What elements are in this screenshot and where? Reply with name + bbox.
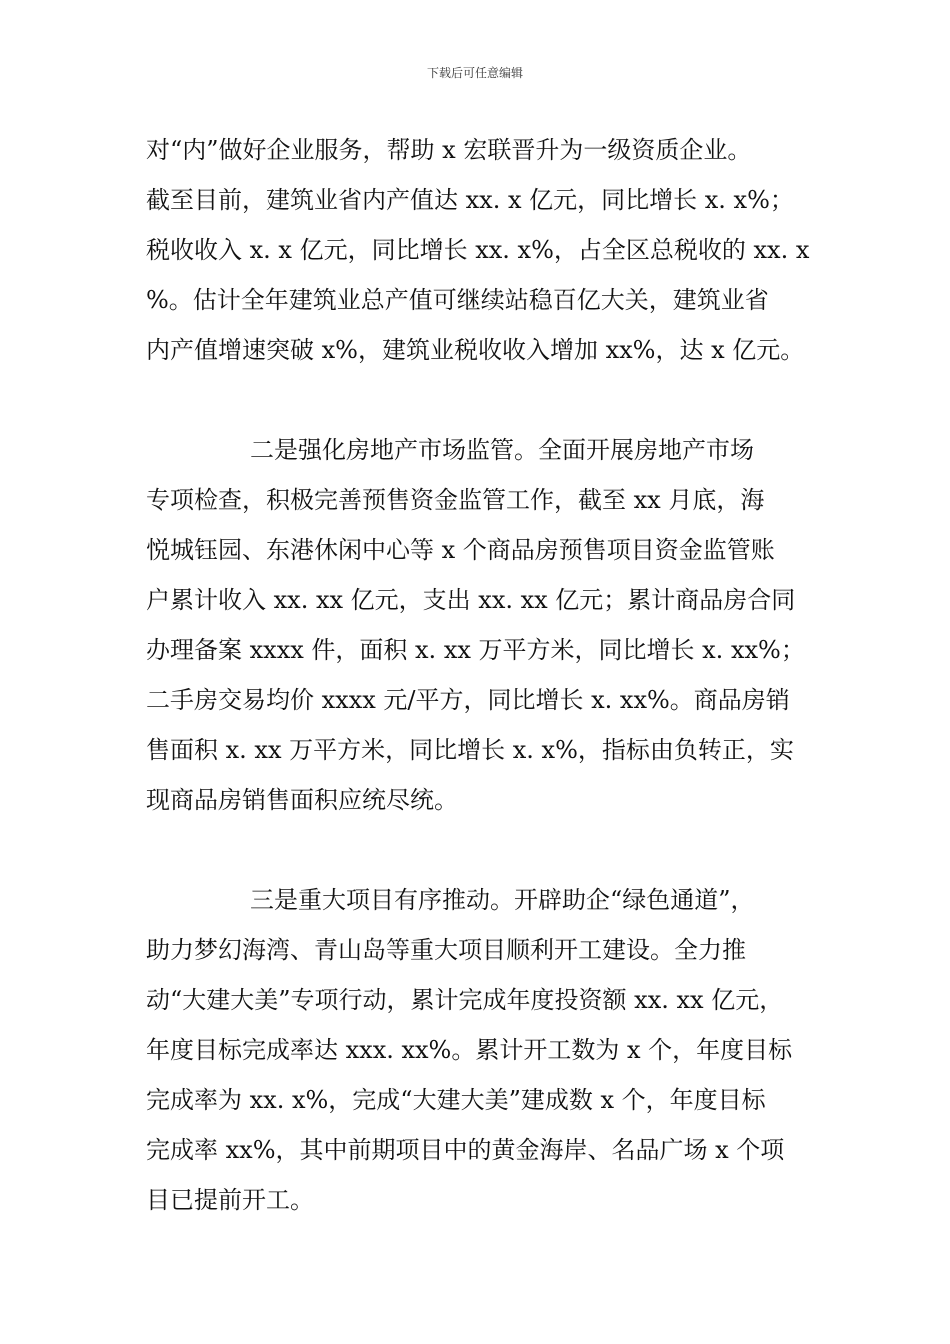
paragraph-2-line-2: 专项检查，积极完善预售资金监管工作，截至 xx 月底，海 xyxy=(146,486,765,514)
paragraph-1-line-3: 税收收入 x. x 亿元，同比增长 xx. x%，占全区总税收的 xx. x xyxy=(146,236,810,264)
paragraph-1-line-4: %。估计全年建筑业总产值可继续站稳百亿大关，建筑业省 xyxy=(146,286,769,314)
paragraph-3-line-5: 完成率为 xx. x%，完成“大建大美”建成数 x 个，年度目标 xyxy=(146,1086,766,1114)
paragraph-3-line-3: 动“大建大美”专项行动，累计完成年度投资额 xx. xx 亿元， xyxy=(146,986,784,1014)
paragraph-3-line-2: 助力梦幻海湾、青山岛等重大项目顺利开工建设。全力推 xyxy=(146,936,746,964)
paragraph-1-line-1: 对“内”做好企业服务，帮助 x 宏联晋升为一级资质企业。 xyxy=(146,136,752,164)
paragraph-2-line-1: 二是强化房地产市场监管。全面开展房地产市场 xyxy=(250,436,754,464)
paragraph-2-line-6: 二手房交易均价 xxxx 元/平方，同比增长 x. xx%。商品房销 xyxy=(146,686,790,714)
paragraph-2-line-7: 售面积 x. xx 万平方米，同比增长 x. x%，指标由负转正，实 xyxy=(146,736,794,764)
paragraph-3-line-7: 目已提前开工。 xyxy=(146,1186,314,1214)
page-header-note: 下载后可任意编辑 xyxy=(426,66,523,80)
paragraph-2-line-5: 办理备案 xxxx 件，面积 x. xx 万平方米，同比增长 x. xx%； xyxy=(146,636,805,664)
paragraph-2-line-4: 户累计收入 xx. xx 亿元，支出 xx. xx 亿元；累计商品房合同 xyxy=(146,586,796,614)
paragraph-2-line-3: 悦城钰园、东港休闲中心等 x 个商品房预售项目资金监管账 xyxy=(146,536,775,564)
paragraph-3-line-6: 完成率 xx%，其中前期项目中的黄金海岸、名品广场 x 个项 xyxy=(146,1136,785,1164)
paragraph-1-line-5: 内产值增速突破 x%，建筑业税收收入增加 xx%，达 x 亿元。 xyxy=(146,336,805,364)
paragraph-3-line-4: 年度目标完成率达 xxx. xx%。累计开工数为 x 个，年度目标 xyxy=(146,1036,793,1064)
paragraph-3-line-1: 三是重大项目有序推动。开辟助企“绿色通道”， xyxy=(250,886,755,914)
paragraph-1-line-2: 截至目前，建筑业省内产值达 xx. x 亿元，同比增长 x. x%； xyxy=(146,186,794,214)
paragraph-2-line-8: 现商品房销售面积应统尽统。 xyxy=(146,786,458,814)
